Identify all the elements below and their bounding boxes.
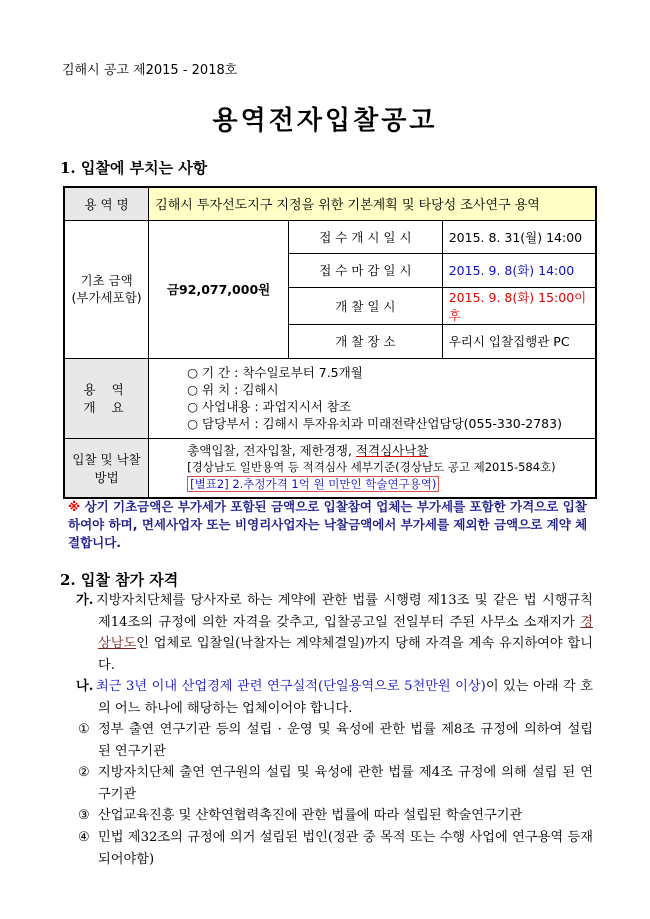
method-highlight: 적격심사낙찰 [355,443,429,459]
schedule-value: 2015. 9. 8(화) 15:00이후 [442,287,596,324]
overview-item: ○ 사업내용 : 과업지시서 참조 [187,399,352,414]
item-ga-label: 가. [76,593,94,608]
overview-label: 용 역 개 요 [64,358,149,438]
section1-heading: 1. 입찰에 부치는 사항 [60,159,208,177]
section2-heading: 2. 입찰 참가 자격 [60,571,179,589]
remark-text: 상기 기초금액은 부가세가 포함된 금액으로 입찰참여 업체는 부가세를 포함한 가격으로 입찰하여야 하며, 면세사업자 또는 비영리사업자는 낙찰금액에서 부가세를 제외한 금액으로 계약 체결합니다. [68,499,588,550]
sub-item: ② 지방자치단체 출연 연구원의 설립 및 육성에 관한 법률 제4조 규정에 의해 설립 된 연구기관 [78,765,593,802]
region-highlight: 경상남도 [98,614,593,651]
research-record-requirement: 최근 3년 이내 산업경제 관련 연구실적 [96,679,318,694]
sub-item: ④ 민법 제32조의 규정에 의거 설립된 법인(정관 중 목적 또는 수행 사업에 연구용역 등재되어야함) [78,830,593,867]
schedule-label: 접 수 마 감 일 시 [289,253,443,287]
schedule-label: 개 찰 장 소 [289,324,443,358]
schedule-label: 개 찰 일 시 [289,287,443,324]
method-text: 총액입찰, 전자입찰, 제한경쟁, [187,443,356,459]
overview-item: ○ 기 간 : 착수일로부터 7.5개월 [187,365,363,380]
remark-mark: ※ [68,499,81,514]
method-label: 입찰 및 낙찰방법 [64,438,149,498]
notice-number: 김해시 공고 제2015 - 2018호 [62,63,238,78]
overview-item: ○ 담당부서 : 김해시 투자유치과 미래전략산업담당(055-330-2783) [187,416,562,431]
method-criteria: [경상남도 일반용역 등 적격심사 세부기준(경상남도 공고 제2015-584호) [187,460,556,475]
item-na-label: 나. [76,679,94,694]
single-service-amount: (단일용역으로 5천만원 이상) [317,679,486,694]
schedule-value: 2015. 9. 8(화) 14:00 [442,253,596,287]
overview-item: ○ 위 치 : 김해시 [187,382,279,397]
base-amount-label: 기초 금액 (부가세포함) [64,220,149,358]
service-name-value: 김해시 투자선도지구 지정을 위한 기본계획 및 타당성 조사연구 용역 [149,187,596,220]
base-amount-value: 금92,077,000원 [149,220,289,358]
remark-note [68,498,598,552]
method-appendix: [별표2] 2.추정가격 1억 원 미만인 학술연구용역) [187,476,439,492]
schedule-value: 우리시 입찰집행관 PC [442,324,596,358]
overview-items [149,358,596,438]
page-title: 용역전자입찰공고 [212,106,438,136]
qualification-item-na: 나. 최근 3년 이내 산업경제 관련 연구실적(단일용역으로 5천만원 이상)이 있는 아래 각 호의 어느 하나에 해당하는 업체이어야 합니다. [68,676,593,719]
sub-item: ① 정부 출연 연구기관 등의 설립 · 운영 및 육성에 관한 법률 제8조 규정에 의하여 설립 된 연구기관 [78,722,593,759]
bid-info-table [63,186,597,499]
schedule-label: 접 수 개 시 일 시 [289,220,443,253]
method-value [149,438,596,498]
schedule-value: 2015. 8. 31(월) 14:00 [442,220,596,253]
qualification-item-ga: 가. 지방자치단체를 당사자로 하는 계약에 관한 법률 시행령 제13조 및 같은 법 시행규칙 제14조의 규정에 의한 자격을 갖추고, 입찰공고일 전일부터 주된 사무소 소재지가 경상남도인 업체로 입찰일(낙찰자는 계약체결일)까지 당해 자격을 계속 유지하여야 합니다. [68,590,593,676]
sub-item: ③ 산업교육진흥 및 산학연협력촉진에 관한 법률에 따라 설립된 학술연구기관 [78,808,523,823]
service-name-label: 용 역 명 [64,187,149,220]
